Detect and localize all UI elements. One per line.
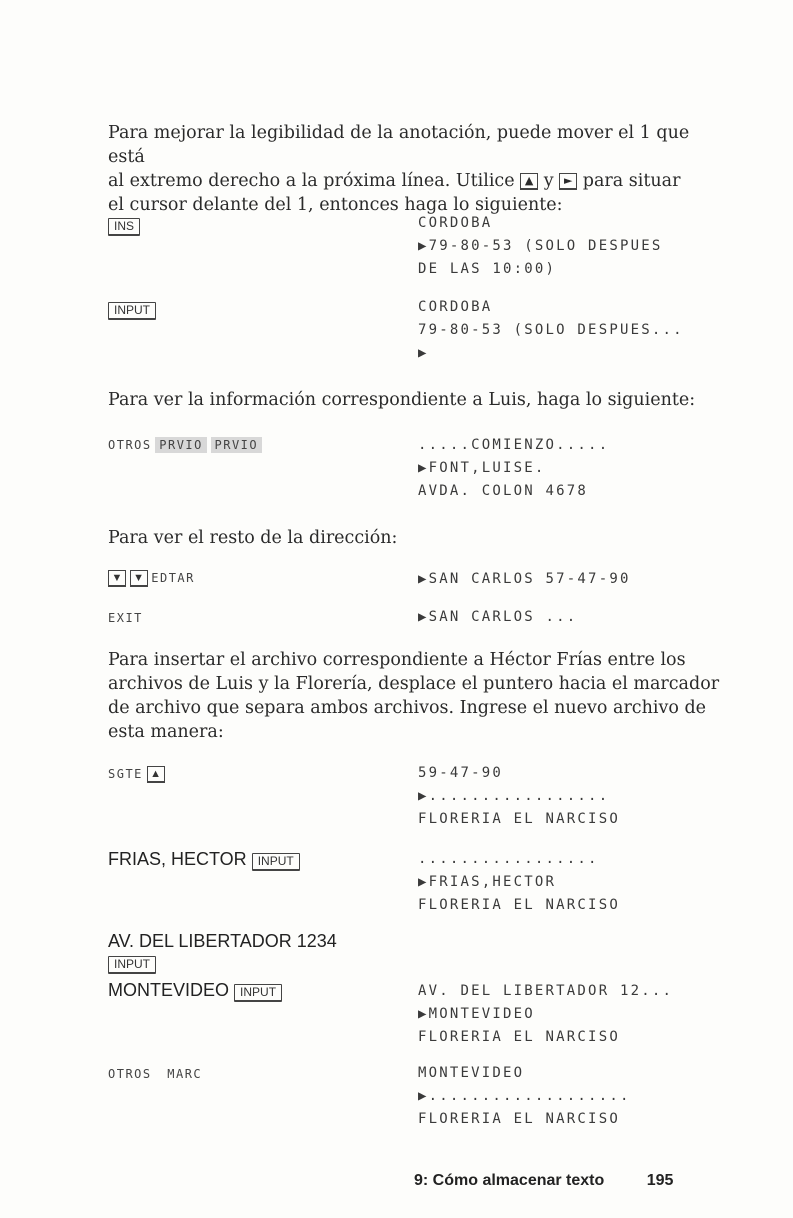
insert-line-1: Para insertar el archivo correspondiente a Héctor Frías entre los (108, 650, 686, 670)
down-arrow-key-icon: ▼ (108, 570, 126, 587)
display-line: ▶SAN CARLOS ... (418, 609, 578, 625)
display-line: AVDA. COLON 4678 (418, 483, 589, 499)
display-line: .....COMIENZO..... (418, 437, 610, 453)
typed-text: MONTEVIDEO (108, 980, 230, 1000)
chapter-title: 9: Cómo almacenar texto (414, 1172, 605, 1189)
display-line: ▶ (418, 345, 429, 361)
edtar-softkey: EDTAR (151, 571, 195, 585)
right-arrow-key-icon: ► (559, 173, 577, 190)
step-input-keys (108, 302, 156, 320)
step-sgte-keys (108, 766, 165, 783)
down-arrow-key-icon: ▼ (130, 570, 148, 587)
step-exit-keys (108, 610, 143, 625)
step-exit-display (418, 606, 577, 629)
display-line: ▶MONTEVIDEO (418, 1006, 535, 1022)
up-arrow-key-icon: ▲ (520, 173, 538, 190)
typed-text: AV. DEL LIBERTADOR 1234 (108, 931, 337, 951)
input-key: INPUT (234, 984, 282, 1002)
intro-line-3: el cursor delante del 1, entonces haga lo siguiente: (108, 195, 563, 215)
intro-paragraph (108, 121, 728, 217)
display-line: ▶FONT,LUISE. (418, 460, 546, 476)
insert-paragraph (108, 648, 728, 744)
insert-line-4: esta manera: (108, 722, 224, 742)
input-key: INPUT (108, 956, 156, 974)
display-line: FLORERIA EL NARCISO (418, 1029, 620, 1045)
display-line: AV. DEL LIBERTADOR 12... (418, 983, 674, 999)
step-edtar-keys (108, 570, 195, 587)
otros-softkey: OTROS (108, 1067, 152, 1081)
insert-line-3: de archivo que separa ambos archivos. Ingrese el nuevo archivo de (108, 698, 707, 718)
display-line: CORDOBA (418, 215, 493, 231)
step-libertador-keys (108, 931, 337, 974)
intro-line-1: Para mejorar la legibilidad de la anotación, puede mover el 1 que está (108, 123, 690, 167)
insert-line-2: archivos de Luis y la Florería, desplace el puntero hacia el marcador (108, 674, 720, 694)
step-montevideo-keys (108, 980, 282, 1002)
step-frias-display (418, 848, 620, 917)
intro-line-2: al extremo derecho a la próxima línea. Utilice ▲ y ► para situar (108, 171, 681, 191)
display-line: ▶79-80-53 (SOLO DESPUES (418, 238, 663, 254)
input-key: INPUT (252, 853, 300, 871)
display-line: ▶................... (418, 1088, 631, 1104)
exit-softkey: EXIT (108, 611, 143, 625)
display-line: FLORERIA EL NARCISO (418, 1111, 620, 1127)
step-prvio-display (418, 434, 609, 503)
step-marc-keys (108, 1066, 202, 1081)
display-line: ▶FRIAS,HECTOR (418, 874, 557, 890)
display-line: ................. (418, 851, 599, 867)
display-line: FLORERIA EL NARCISO (418, 811, 620, 827)
display-line: 59-47-90 (418, 765, 504, 781)
typed-text: FRIAS, HECTOR (108, 849, 247, 869)
step-input-display (418, 296, 684, 365)
step-montevideo-display (418, 980, 673, 1049)
otros-softkey: OTROS (108, 438, 152, 452)
page-number: 195 (646, 1172, 674, 1189)
luis-paragraph: Para ver la información correspondiente a Luis, haga lo siguiente: (108, 390, 696, 410)
ins-key: INS (108, 218, 140, 236)
display-line: MONTEVIDEO (418, 1065, 525, 1081)
display-line: ▶................. (418, 788, 610, 804)
resto-paragraph: Para ver el resto de la dirección: (108, 528, 398, 548)
marc-softkey: MARC (167, 1067, 203, 1081)
sgte-softkey: SGTE (108, 767, 143, 781)
step-prvio-keys (108, 437, 262, 452)
input-key: INPUT (108, 302, 156, 320)
display-line: ▶SAN CARLOS 57-47-90 (418, 571, 631, 587)
step-edtar-display (418, 568, 631, 591)
display-line: 79-80-53 (SOLO DESPUES... (418, 322, 684, 338)
step-ins-display (418, 212, 662, 281)
step-ins-keys (108, 218, 140, 236)
display-line: CORDOBA (418, 299, 493, 315)
up-arrow-key-icon: ▲ (147, 766, 165, 783)
step-marc-display (418, 1062, 631, 1131)
step-frias-keys (108, 849, 300, 871)
step-sgte-display (418, 762, 620, 831)
prvio-softkey: PRVIO (211, 437, 263, 453)
display-line: FLORERIA EL NARCISO (418, 897, 620, 913)
page-footer (414, 1172, 673, 1190)
display-line: DE LAS 10:00) (418, 261, 557, 277)
prvio-softkey: PRVIO (155, 437, 207, 453)
